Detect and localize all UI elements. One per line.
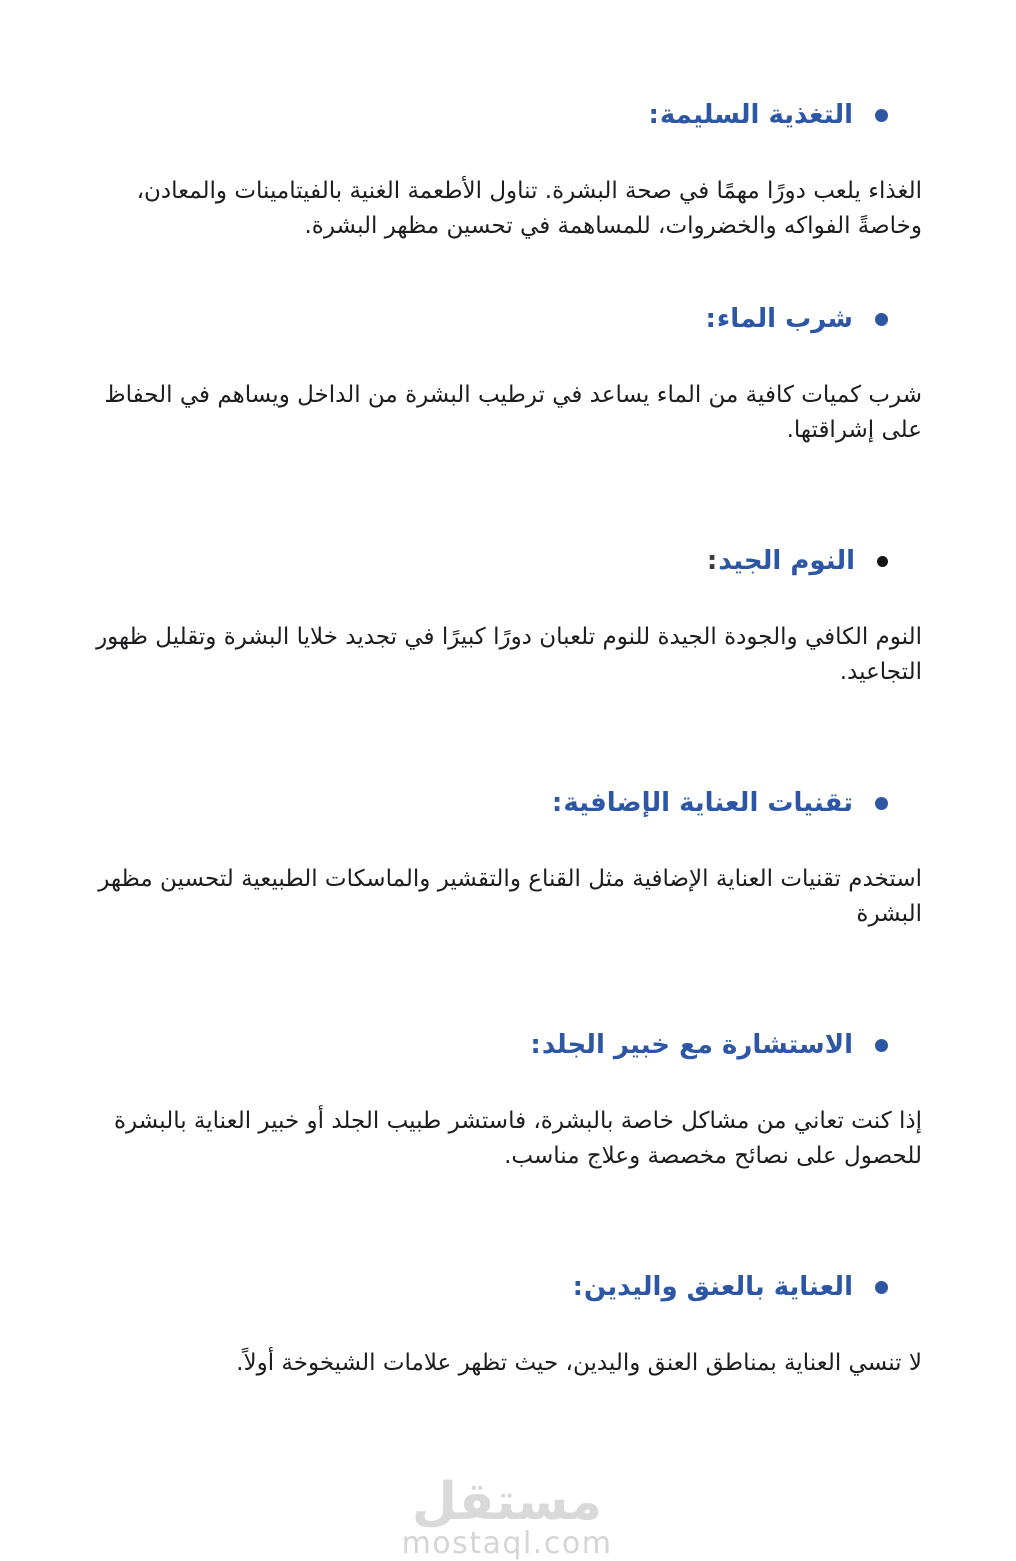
section-heading-colon: : <box>530 1030 541 1060</box>
document-section <box>92 302 922 448</box>
document-section <box>92 98 922 244</box>
sections <box>92 98 922 1381</box>
section-heading-text: العناية بالعنق واليدين <box>583 1272 853 1302</box>
document-section <box>92 544 922 690</box>
bullet-icon <box>875 797 888 810</box>
section-body: إذا كنت تعاني من مشاكل خاصة بالبشرة، فاستشر طبيب الجلد أو خبير العناية بالبشرة للحصول على نصائح مخصصة وعلاج مناسب. <box>114 1108 922 1169</box>
section-body: الغذاء يلعب دورًا مهمًا في صحة البشرة. تناول الأطعمة الغنية بالفيتامينات والمعادن، وخاصةً الفواكه والخضروات، للمساهمة في تحسين مظهر البشرة. <box>136 178 922 239</box>
section-heading-text: تقنيات العناية الإضافية <box>563 788 853 818</box>
document-section <box>92 1270 922 1381</box>
section-body: لا تنسي العناية بمناطق العنق واليدين، حيث تظهر علامات الشيخوخة أولاً. <box>236 1350 922 1376</box>
section-heading <box>92 1270 922 1304</box>
section-heading-text: النوم الجيد <box>718 546 855 576</box>
section-heading <box>92 302 922 336</box>
bullet-icon <box>875 1039 888 1052</box>
section-heading-text: التغذية السليمة <box>659 100 853 130</box>
section-heading-colon: : <box>572 1272 583 1302</box>
bullet-icon <box>875 1281 888 1294</box>
section-heading-colon: : <box>706 546 718 576</box>
section-heading <box>92 98 922 132</box>
section-body: شرب كميات كافية من الماء يساعد في ترطيب البشرة من الداخل ويساهم في الحفاظ على إشراقتها. <box>104 382 922 443</box>
bullet-icon <box>877 556 888 567</box>
watermark-logo: مستقل <box>411 1472 603 1532</box>
section-heading-colon: : <box>648 100 659 130</box>
watermark-site: mostaql.com <box>401 1526 613 1561</box>
bullet-icon <box>875 313 888 326</box>
document-section <box>92 1028 922 1174</box>
section-heading <box>92 786 922 820</box>
section-heading-colon: : <box>551 788 563 818</box>
section-body: استخدم تقنيات العناية الإضافية مثل القناع والتقشير والماسكات الطبيعية لتحسين مظهر البشرة <box>98 866 922 927</box>
document-section <box>92 786 922 932</box>
section-body: النوم الكافي والجودة الجيدة للنوم تلعبان دورًا كبيرًا في تجديد خلايا البشرة وتقليل ظهور التجاعيد. <box>96 624 922 685</box>
section-heading-text: الاستشارة مع خبير الجلد <box>541 1030 853 1060</box>
section-heading-text: شرب الماء <box>716 304 853 334</box>
watermark <box>92 1472 922 1561</box>
bullet-icon <box>875 109 888 122</box>
section-heading-colon: : <box>705 304 716 334</box>
section-heading <box>92 544 922 578</box>
section-heading <box>92 1028 922 1062</box>
